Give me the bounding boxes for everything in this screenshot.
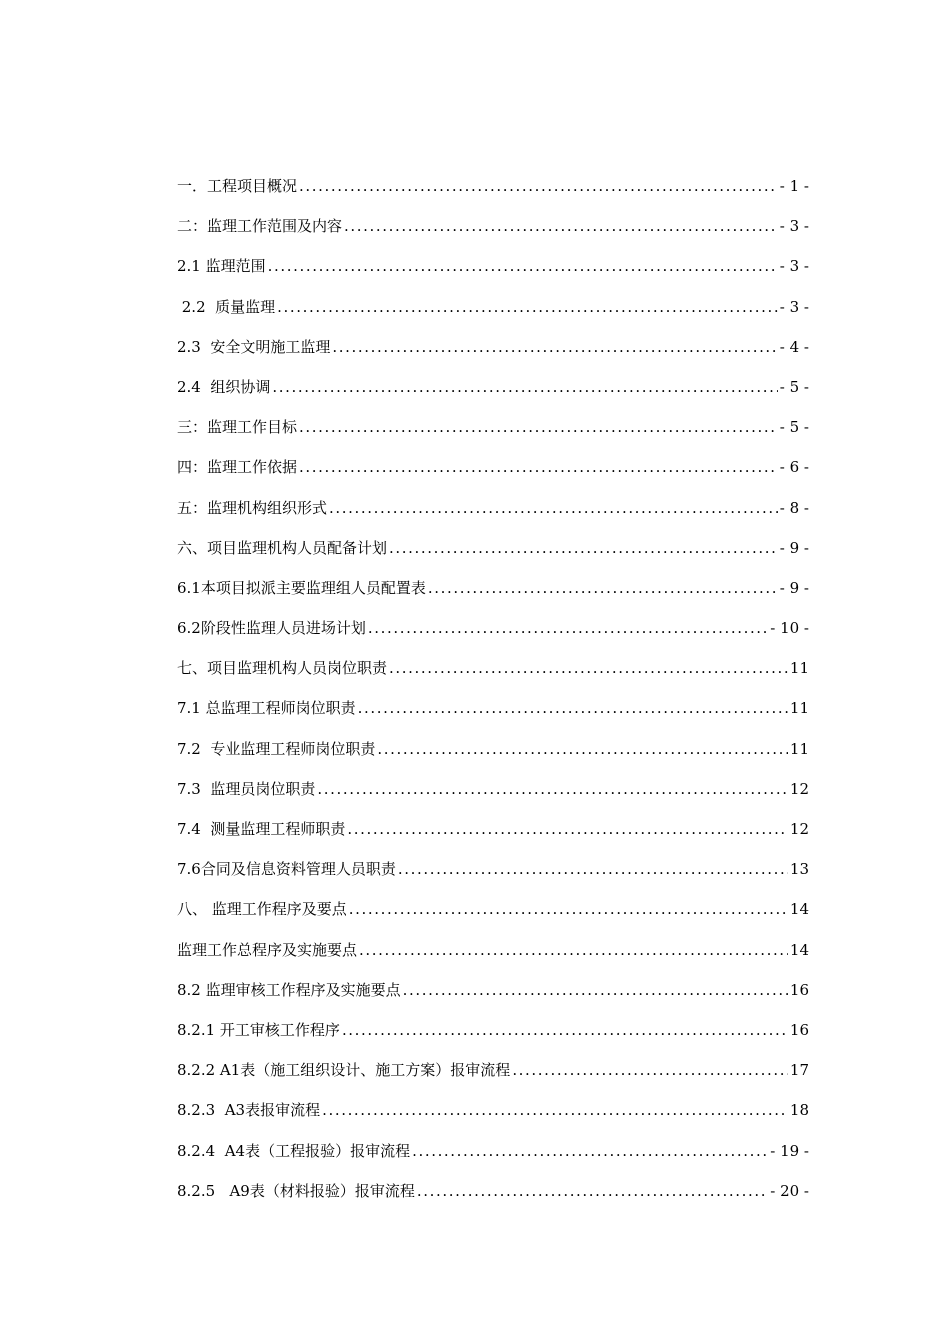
toc-entry[interactable] xyxy=(177,1054,809,1094)
toc-dot-leader xyxy=(299,451,778,483)
toc-dot-leader xyxy=(417,1175,768,1207)
toc-entry-title: 8.2.3 A3表报审流程 xyxy=(177,1101,321,1120)
toc-entry[interactable] xyxy=(177,411,809,451)
toc-entry-page-number: 16 xyxy=(789,980,809,999)
toc-entry-page-number: - 8 - xyxy=(779,498,809,517)
toc-entry-title: 五：监理机构组织形式 xyxy=(177,498,328,517)
toc-entry-page-number: - 3 - xyxy=(779,217,809,236)
toc-entry-page-number: - 3 - xyxy=(779,257,809,276)
toc-entry[interactable] xyxy=(177,934,809,974)
toc-entry-title: 7.3 监理员岗位职责 xyxy=(177,779,316,798)
toc-dot-leader xyxy=(403,974,788,1006)
toc-entry-title: 七、项目监理机构人员岗位职责 xyxy=(177,659,388,678)
toc-entry[interactable] xyxy=(177,170,809,210)
toc-entry[interactable] xyxy=(177,451,809,491)
toc-dot-leader xyxy=(512,1054,788,1086)
toc-entry[interactable] xyxy=(177,853,809,893)
toc-entry-page-number: 18 xyxy=(789,1101,809,1120)
toc-entry-title: 8.2.4 A4表（工程报验）报审流程 xyxy=(177,1141,411,1160)
toc-entry[interactable] xyxy=(177,492,809,532)
toc-entry[interactable] xyxy=(177,371,809,411)
toc-entry[interactable] xyxy=(177,813,809,853)
toc-entry[interactable] xyxy=(177,210,809,250)
toc-dot-leader xyxy=(368,612,768,644)
toc-entry-page-number: 13 xyxy=(789,860,809,879)
toc-entry-page-number: 14 xyxy=(789,900,809,919)
toc-entry-title: 6.1本项目拟派主要监理组人员配置表 xyxy=(177,578,426,597)
toc-dot-leader xyxy=(359,934,788,966)
toc-entry[interactable] xyxy=(177,532,809,572)
toc-entry[interactable] xyxy=(177,1135,809,1175)
toc-entry-page-number: 12 xyxy=(789,820,809,838)
toc-dot-leader xyxy=(347,813,788,845)
toc-entry-title: 7.4 测量监理工程师职责 xyxy=(177,820,346,838)
toc-entry-page-number: - 3 - xyxy=(779,297,809,316)
toc-dot-leader xyxy=(389,652,788,684)
toc-entry-title: 8.2 监理审核工作程序及实施要点 xyxy=(177,980,401,999)
toc-entry-title: 一．工程项目概况 xyxy=(177,177,298,195)
toc-entry[interactable] xyxy=(177,974,809,1014)
toc-entry[interactable] xyxy=(177,572,809,612)
toc-dot-leader xyxy=(358,692,788,724)
toc-entry-title: 7.1 总监理工程师岗位职责 xyxy=(177,699,356,718)
toc-entry-page-number: - 5 - xyxy=(779,377,809,396)
toc-entry[interactable] xyxy=(177,893,809,933)
toc-entry[interactable] xyxy=(177,291,809,331)
toc-dot-leader xyxy=(332,331,777,363)
toc-entry-title: 8.2.5 A9表（材料报验）报审流程 xyxy=(177,1181,415,1200)
toc-entry[interactable] xyxy=(177,1175,809,1215)
toc-entry-page-number: - 9 - xyxy=(779,578,809,597)
toc-entry-title: 6.2阶段性监理人员进场计划 xyxy=(177,619,366,638)
toc-entry-title: 四：监理工作依据 xyxy=(177,458,298,477)
toc-dot-leader xyxy=(428,572,778,604)
toc-entry-title: 2.3 安全文明施工监理 xyxy=(177,337,331,356)
toc-entry-page-number: 17 xyxy=(789,1061,809,1080)
toc-dot-leader xyxy=(329,492,778,524)
toc-entry-title: 7.6合同及信息资料管理人员职责 xyxy=(177,860,396,879)
toc-entry-page-number: - 5 - xyxy=(779,418,809,437)
table-of-contents xyxy=(177,170,809,1215)
toc-dot-leader xyxy=(317,773,788,805)
toc-entry-page-number: - 19 - xyxy=(770,1141,809,1160)
toc-entry-page-number: - 9 - xyxy=(779,538,809,557)
toc-entry-title: 8.2.1 开工审核工作程序 xyxy=(177,1020,340,1039)
toc-entry[interactable] xyxy=(177,331,809,371)
toc-entry-title: 六、项目监理机构人员配备计划 xyxy=(177,538,388,557)
toc-dot-leader xyxy=(277,291,778,323)
toc-dot-leader xyxy=(299,170,778,202)
toc-entry-title: 2.2 质量监理 xyxy=(177,297,276,316)
toc-dot-leader xyxy=(389,532,778,564)
toc-entry-page-number: - 1 - xyxy=(779,177,809,195)
toc-entry-page-number: 11 xyxy=(789,699,809,718)
toc-entry[interactable] xyxy=(177,773,809,813)
toc-dot-leader xyxy=(272,371,777,403)
toc-entry-page-number: 14 xyxy=(789,940,809,959)
toc-entry-page-number: 12 xyxy=(789,779,809,798)
toc-entry-page-number: 16 xyxy=(789,1020,809,1039)
toc-entry-page-number: - 4 - xyxy=(779,337,809,356)
toc-dot-leader xyxy=(268,250,778,282)
toc-dot-leader xyxy=(377,733,788,765)
toc-entry-title: 监理工作总程序及实施要点 xyxy=(177,940,358,959)
toc-entry-title: 7.2 专业监理工程师岗位职责 xyxy=(177,739,376,758)
toc-entry[interactable] xyxy=(177,1014,809,1054)
toc-entry-page-number: - 20 - xyxy=(770,1181,809,1200)
toc-entry[interactable] xyxy=(177,692,809,732)
toc-entry[interactable] xyxy=(177,250,809,290)
toc-entry-title: 2.1 监理范围 xyxy=(177,257,266,276)
toc-entry-page-number: 11 xyxy=(789,659,809,678)
toc-dot-leader xyxy=(344,210,778,242)
toc-entry[interactable] xyxy=(177,612,809,652)
toc-entry-title: 八、 监理工作程序及要点 xyxy=(177,900,347,919)
toc-entry[interactable] xyxy=(177,652,809,692)
toc-dot-leader xyxy=(398,853,788,885)
toc-entry-title: 2.4 组织协调 xyxy=(177,377,271,396)
toc-dot-leader xyxy=(342,1014,788,1046)
toc-dot-leader xyxy=(322,1094,788,1126)
toc-entry-page-number: - 10 - xyxy=(770,619,809,638)
toc-dot-leader xyxy=(299,411,778,443)
toc-entry-title: 8.2.2 A1表（施工组织设计、施工方案）报审流程 xyxy=(177,1061,511,1080)
toc-entry-page-number: - 6 - xyxy=(779,458,809,477)
toc-dot-leader xyxy=(349,893,788,925)
toc-entry-title: 二：监理工作范围及内容 xyxy=(177,217,343,236)
toc-entry[interactable] xyxy=(177,1094,809,1134)
toc-entry-title: 三：监理工作目标 xyxy=(177,418,298,437)
toc-entry-page-number: 11 xyxy=(789,739,809,758)
toc-dot-leader xyxy=(412,1135,768,1167)
toc-entry[interactable] xyxy=(177,733,809,773)
